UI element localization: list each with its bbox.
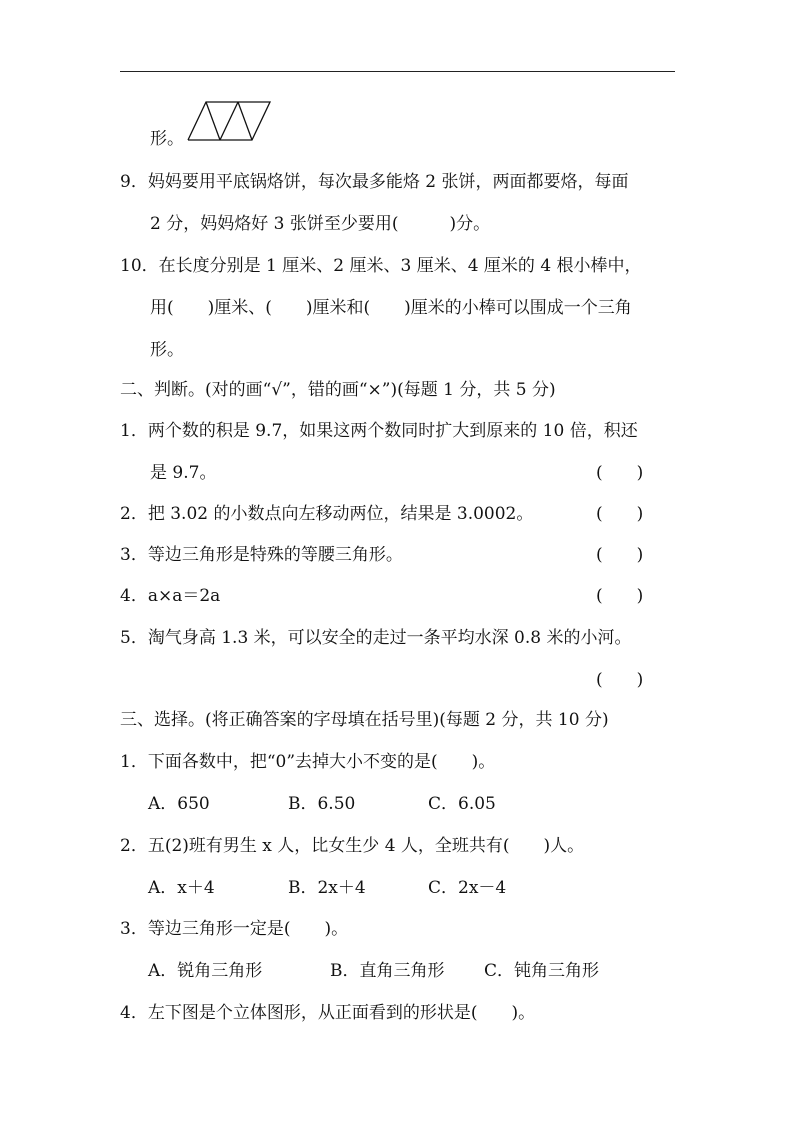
s3-q1: 1．下面各数中，把“0”去掉大小不变的是( )。 [120, 752, 496, 772]
section2-title: 二、判断。(对的画“√”，错的画“×”)(每题 1 分，共 5 分) [120, 380, 556, 400]
s3-q1-option-b: B．6.50 [288, 794, 356, 814]
header-rule [120, 71, 675, 72]
section3-title: 三、选择。(将正确答案的字母填在括号里)(每题 2 分，共 10 分) [120, 710, 609, 730]
s2-q4: 4．a×a＝2a [120, 586, 221, 606]
s2-q1-answer-paren: ( ) [596, 463, 644, 483]
s2-q3: 3．等边三角形是特殊的等腰三角形。 [120, 545, 403, 565]
q10-line3: 形。 [150, 340, 184, 360]
s3-q2-option-a: A．x＋4 [148, 878, 215, 898]
s2-q5: 5．淘气身高 1.3 米，可以安全的走过一条平均水深 0.8 米的小河。 [120, 628, 632, 648]
s3-q2-option-c: C．2x－4 [428, 878, 507, 898]
s2-q2-answer-paren: ( ) [596, 504, 644, 524]
s3-q4: 4．左下图是个立体图形，从正面看到的形状是( )。 [120, 1003, 536, 1023]
q9-line2: 2 分，妈妈烙好 3 张饼至少要用( )分。 [150, 214, 491, 234]
top-prefix: 形。 [150, 129, 184, 149]
s3-q1-option-a: A．650 [148, 794, 210, 814]
s3-q1-option-c: C．6.05 [428, 794, 496, 814]
s3-q3-option-b: B．直角三角形 [330, 961, 445, 981]
triangle-strip-figure [186, 100, 272, 142]
s2-q1-line2: 是 9.7。 [150, 463, 217, 483]
s3-q3-option-c: C．钝角三角形 [484, 961, 600, 981]
q10-line1: 10．在长度分别是 1 厘米、2 厘米、3 厘米、4 厘米的 4 根小棒中， [120, 256, 642, 276]
s2-q1-line1: 1．两个数的积是 9.7，如果这两个数同时扩大到原来的 10 倍，积还 [120, 421, 638, 441]
s3-q3-option-a: A．锐角三角形 [148, 961, 263, 981]
s2-q2: 2．把 3.02 的小数点向左移动两位，结果是 3.0002。 [120, 504, 534, 524]
s2-q3-answer-paren: ( ) [596, 545, 644, 565]
q10-line2: 用( )厘米、( )厘米和( )厘米的小棒可以围成一个三角 [150, 298, 632, 318]
s3-q3: 3．等边三角形一定是( )。 [120, 919, 349, 939]
s2-q4-answer-paren: ( ) [596, 586, 644, 606]
s3-q2: 2．五(2)班有男生 x 人，比女生少 4 人，全班共有( )人。 [120, 836, 585, 856]
q9-line1: 9．妈妈要用平底锅烙饼，每次最多能烙 2 张饼，两面都要烙，每面 [120, 172, 629, 192]
s3-q2-option-b: B．2x＋4 [288, 878, 366, 898]
s2-q5-answer-paren: ( ) [596, 670, 644, 690]
